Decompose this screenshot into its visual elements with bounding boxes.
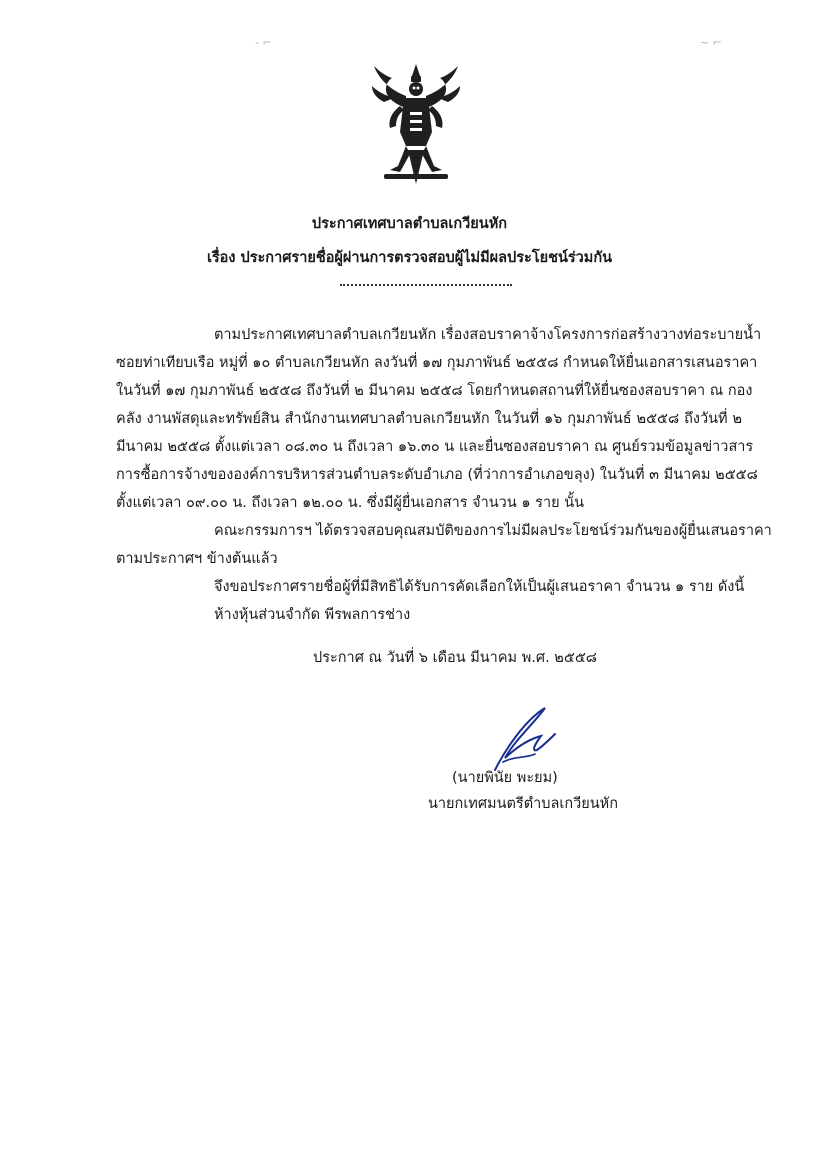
body-line: ตั้งแต่เวลา ๐๙.๐๐ น. ถึงเวลา ๑๒.๐๐ น. ซึ่งมีผู้ยื่นเอกสาร จำนวน ๑ ราย นั้น	[116, 495, 585, 511]
contractor-name: ห้างหุ้นส่วนจำกัด พีรพลการช่าง	[214, 607, 411, 623]
body-line: ซอยท่าเทียบเรือ หมู่ที่ ๑๐ ตำบลเกวียนหัก ลงวันที่ ๑๗ กุมภาพันธ์ ๒๕๕๘ กำหนดให้ยื่นเอกสารเสนอราคา	[116, 355, 758, 371]
dotted-divider	[340, 284, 512, 286]
scan-mark: - ⌐	[255, 36, 272, 49]
garuda-emblem-icon	[370, 62, 462, 190]
signer-name: (นายพินัย พะยม)	[452, 770, 558, 786]
body-line: จึงขอประกาศรายชื่อผู้ที่มีสิทธิได้รับการคัดเลือกให้เป็นผู้เสนอราคา จำนวน ๑ ราย ดังนี้	[214, 579, 745, 595]
scan-mark: ~ ⌐	[700, 36, 722, 49]
header-organization: ประกาศเทศบาลตำบลเกวียนหัก	[311, 216, 508, 232]
body-line: ตามประกาศเทศบาลตำบลเกวียนหัก เรื่องสอบราคาจ้างโครงการก่อสร้างวางท่อระบายน้ำ	[214, 327, 762, 343]
body-line: คลัง งานพัสดุและทรัพย์สิน สำนักงานเทศบาลตำบลเกวียนหัก ในวันที่ ๑๖ กุมภาพันธ์ ๒๕๕๘ ถึงวันที่ ๒	[116, 411, 742, 427]
body-line: ในวันที่ ๑๗ กุมภาพันธ์ ๒๕๕๘ ถึงวันที่ ๒ มีนาคม ๒๕๕๘ โดยกำหนดสถานที่ให้ยื่นซองสอบราคา ณ กอง	[116, 383, 753, 399]
subject-line: เรื่อง ประกาศรายชื่อผู้ผ่านการตรวจสอบผู้ไม่มีผลประโยชน์ร่วมกัน	[206, 250, 613, 266]
body-line: ตามประกาศฯ ข้างต้นแล้ว	[116, 551, 278, 567]
announcement-date: ประกาศ ณ วันที่ ๖ เดือน มีนาคม พ.ศ. ๒๕๕๘	[313, 650, 597, 666]
body-line: การซื้อการจ้างขององค์การบริหารส่วนตำบลระดับอำเภอ (ที่ว่าการอำเภอขลุง) ในวันที่ ๓ มีนาคม ๒๕๕๘	[116, 467, 758, 483]
signer-title: นายกเทศมนตรีตำบลเกวียนหัก	[428, 796, 618, 812]
body-line: คณะกรรมการฯ ได้ตรวจสอบคุณสมบัติของการไม่มีผลประโยชน์ร่วมกันของผู้ยื่นเสนอราคา	[214, 523, 772, 539]
body-line: มีนาคม ๒๕๕๘ ตั้งแต่เวลา ๐๘.๓๐ น ถึงเวลา ๑๖.๓๐ น และยื่นซองสอบราคา ณ ศูนย์รวมข้อมูลข่าวสาร	[116, 439, 754, 455]
